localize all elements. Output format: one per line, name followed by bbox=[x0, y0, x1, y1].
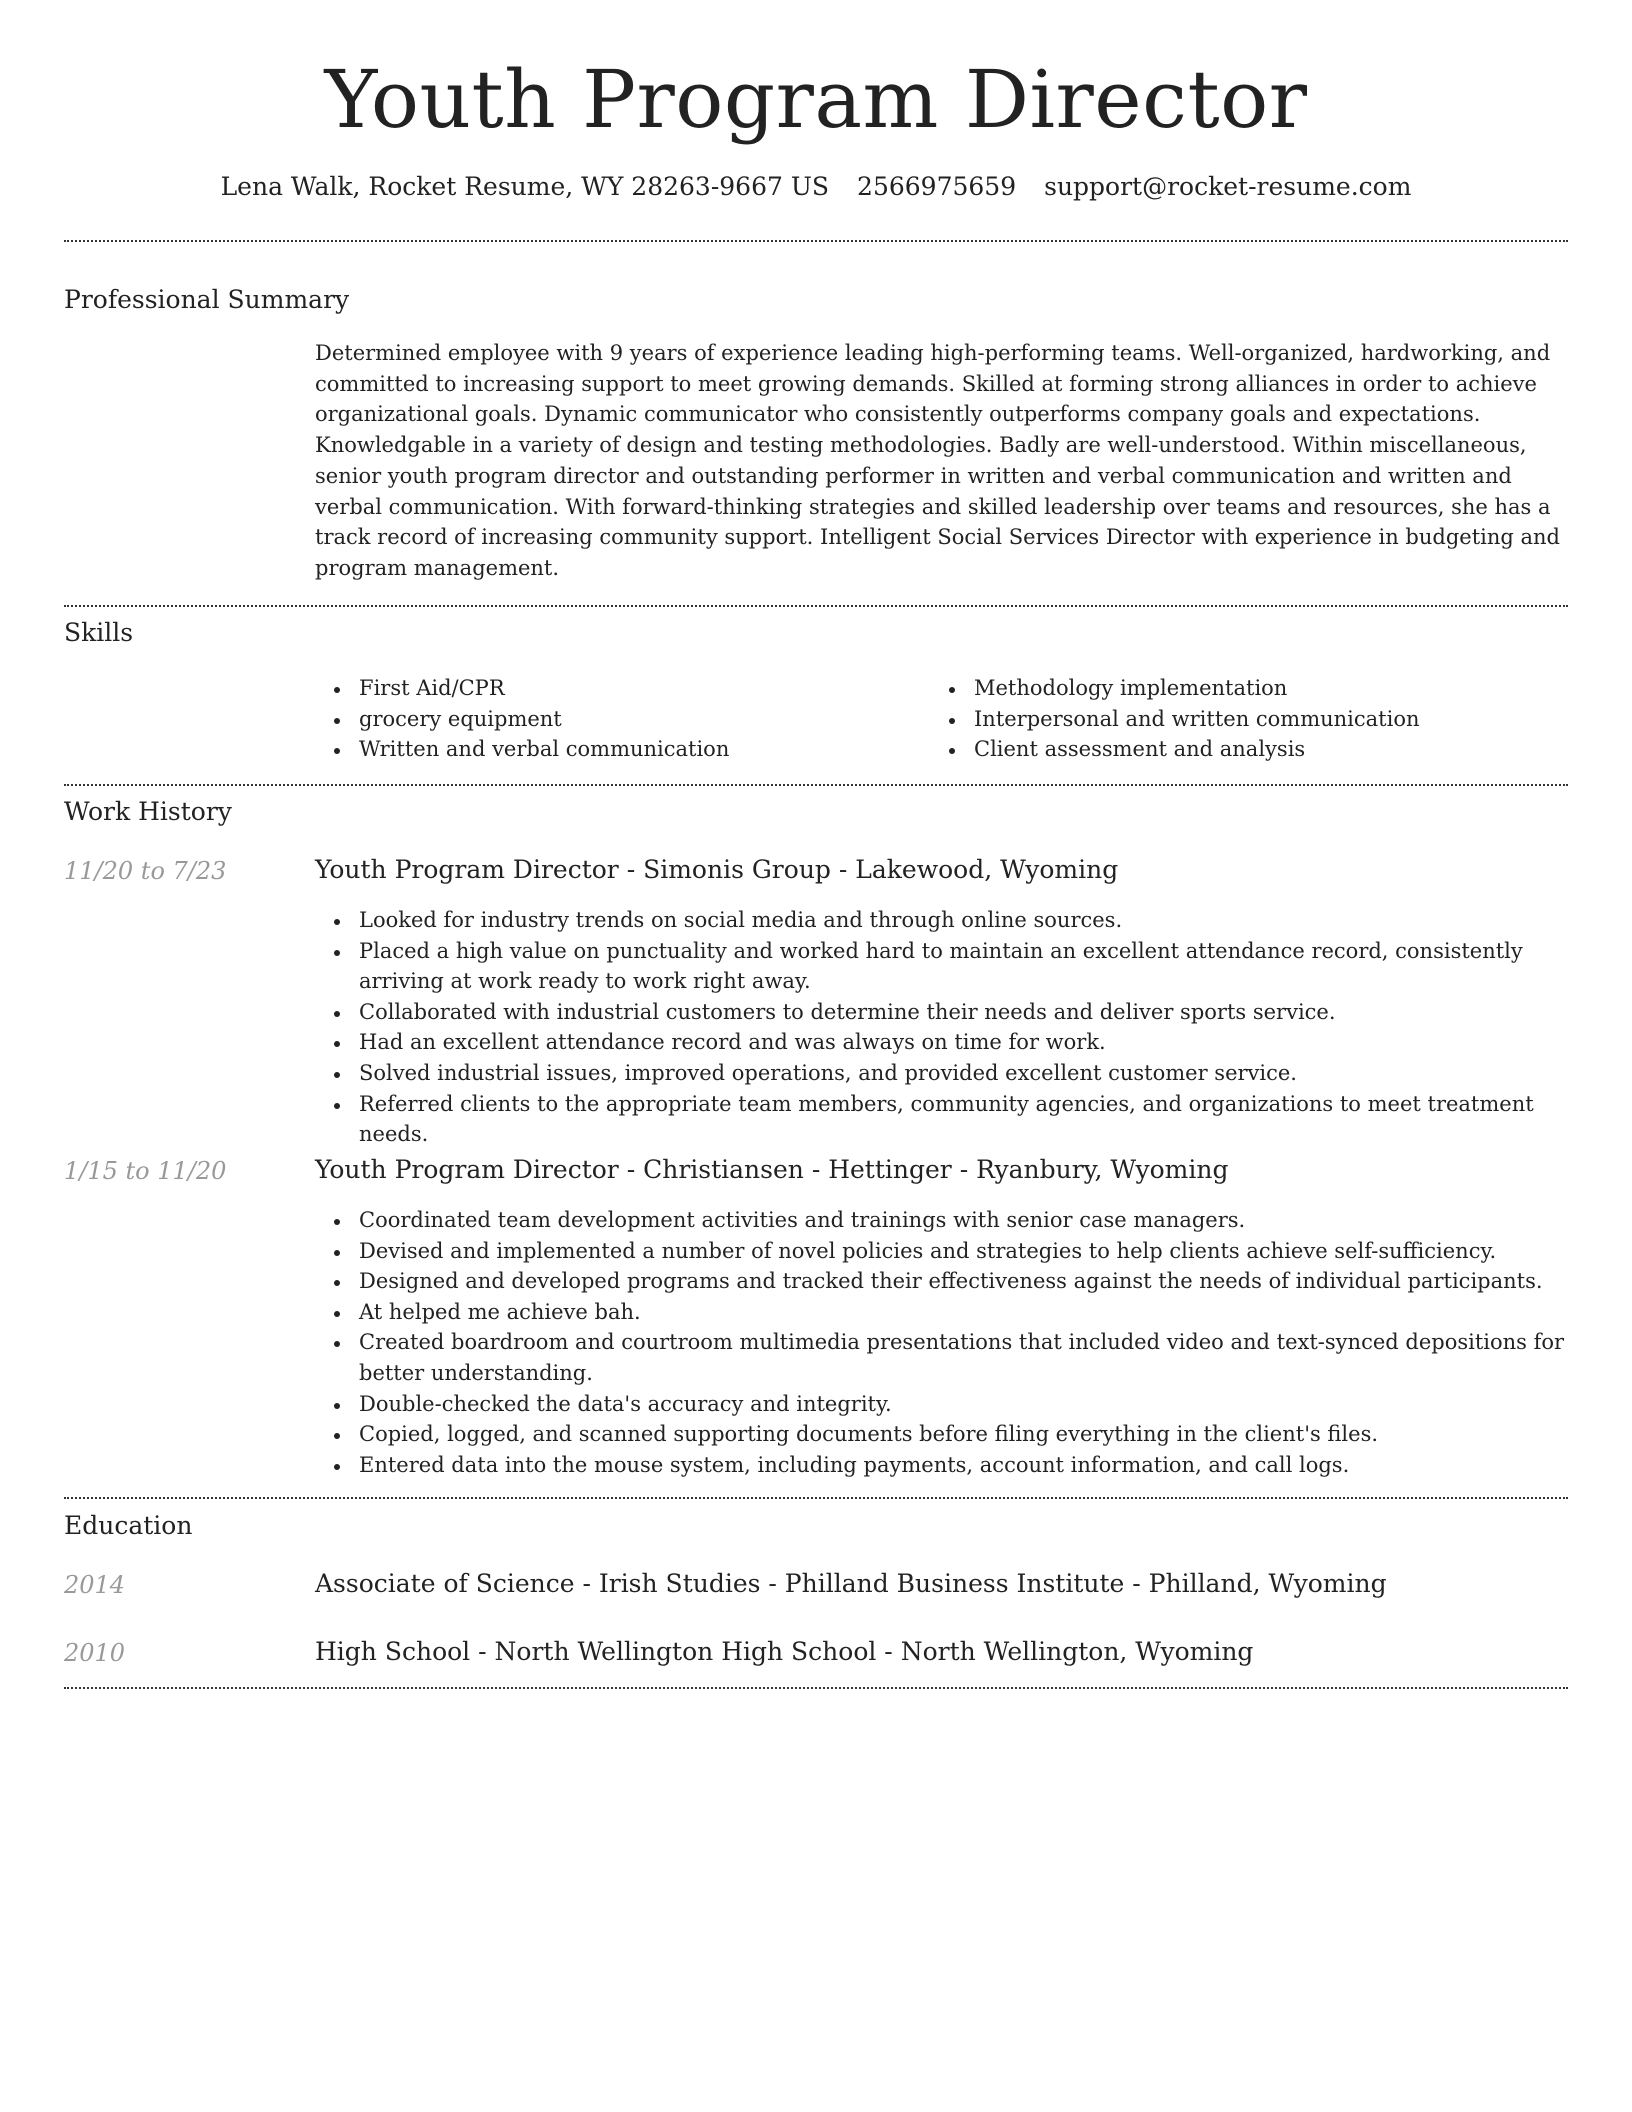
skill-item: Client assessment and analysis bbox=[930, 734, 1530, 765]
education-entry bbox=[315, 1568, 1387, 1600]
job-bullet: Copied, logged, and scanned supporting documents before filing everything in the client's files. bbox=[315, 1419, 1568, 1450]
contact-email: support@rocket-resume.com bbox=[1044, 172, 1412, 201]
job-bullet: Created boardroom and courtroom multimedia presentations that included video and text-synced depositions for better understanding. bbox=[315, 1327, 1568, 1388]
education-year: 2010 bbox=[64, 1639, 126, 1667]
education-details: - North Wellington High School - North Wellington, Wyoming bbox=[470, 1637, 1254, 1666]
education-degree: Associate of Science - Irish Studies bbox=[315, 1569, 761, 1598]
job-bullet: Collaborated with industrial customers to determine their needs and deliver sports service. bbox=[315, 997, 1568, 1028]
summary-text: Determined employee with 9 years of experience leading high-performing teams. Well-organized, hardworking, and committed to increasing support to meet growing demands. Skilled at forming strong alliances in order to achieve organizational goals. Dynamic communicator who consistently outperforms company goals and expectations. Knowledgable in a variety of design and testing methodologies. Badly are well-understood. Within miscellaneous, senior youth program director and outstanding performer in written and verbal communication and written and verbal communication. With forward-thinking strategies and skilled leadership over teams and resources, she has a track record of increasing community support. Intelligent Social Services Director with experience in budgeting and program management. bbox=[315, 341, 1560, 580]
job-bullet: Looked for industry trends on social media and through online sources. bbox=[315, 905, 1568, 936]
job-bullets bbox=[315, 905, 1568, 1150]
skill-item: Interpersonal and written communication bbox=[930, 704, 1530, 735]
resume-page bbox=[64, 0, 1568, 1667]
skill-item: First Aid/CPR bbox=[315, 673, 915, 704]
job-bullet: Devised and implemented a number of novel policies and strategies to help clients achieve self-sufficiency. bbox=[315, 1236, 1568, 1267]
education-heading: Education bbox=[64, 1511, 193, 1540]
job-bullet: Placed a high value on punctuality and worked hard to maintain an excellent attendance record, consistently arriving at work ready to work right away. bbox=[315, 936, 1568, 997]
divider-skills bbox=[64, 784, 1568, 786]
divider-education bbox=[64, 1687, 1568, 1689]
job-bullet: Double-checked the data's accuracy and integrity. bbox=[315, 1389, 1568, 1420]
skill-item: grocery equipment bbox=[315, 704, 915, 735]
contact-line bbox=[64, 170, 1568, 204]
divider-summary bbox=[64, 605, 1568, 607]
contact-phone: 2566975659 bbox=[857, 172, 1017, 201]
job-bullet: At helped me achieve bah. bbox=[315, 1297, 1568, 1328]
job-bullet: Designed and developed programs and tracked their effectiveness against the needs of individual participants. bbox=[315, 1266, 1568, 1297]
divider-header bbox=[64, 240, 1568, 242]
education-degree: High School bbox=[315, 1637, 471, 1666]
job-bullet: Referred clients to the appropriate team members, community agencies, and organizations to meet treatment needs. bbox=[315, 1089, 1568, 1150]
job-bullet: Had an excellent attendance record and was always on time for work. bbox=[315, 1027, 1568, 1058]
job-title: Youth Program Director - Christiansen - Hettinger - Ryanbury, Wyoming bbox=[315, 1155, 1229, 1184]
skills-list-right bbox=[930, 673, 1530, 765]
job-bullet: Entered data into the mouse system, including payments, account information, and call logs. bbox=[315, 1450, 1568, 1481]
work-heading: Work History bbox=[64, 797, 232, 826]
job-bullets bbox=[315, 1205, 1568, 1480]
job-title: Youth Program Director - Simonis Group - Lakewood, Wyoming bbox=[315, 855, 1119, 884]
education-year: 2014 bbox=[64, 1571, 126, 1599]
contact-address: Lena Walk, Rocket Resume, WY 28263-9667 US bbox=[220, 172, 830, 201]
skill-item: Written and verbal communication bbox=[315, 734, 915, 765]
skills-heading: Skills bbox=[64, 618, 134, 647]
skill-item: Methodology implementation bbox=[930, 673, 1530, 704]
job-bullet: Coordinated team development activities and trainings with senior case managers. bbox=[315, 1205, 1568, 1236]
education-entry bbox=[315, 1636, 1253, 1668]
resume-title: Youth Program Director bbox=[324, 53, 1308, 146]
job-dates: 11/20 to 7/23 bbox=[64, 857, 227, 885]
job-bullet: Solved industrial issues, improved operations, and provided excellent customer service. bbox=[315, 1058, 1568, 1089]
divider-work bbox=[64, 1497, 1568, 1499]
job-dates: 1/15 to 11/20 bbox=[64, 1157, 227, 1185]
summary-heading: Professional Summary bbox=[64, 285, 350, 314]
education-details: - Philland Business Institute - Philland, Wyoming bbox=[760, 1569, 1387, 1598]
skills-list-left bbox=[315, 673, 915, 765]
